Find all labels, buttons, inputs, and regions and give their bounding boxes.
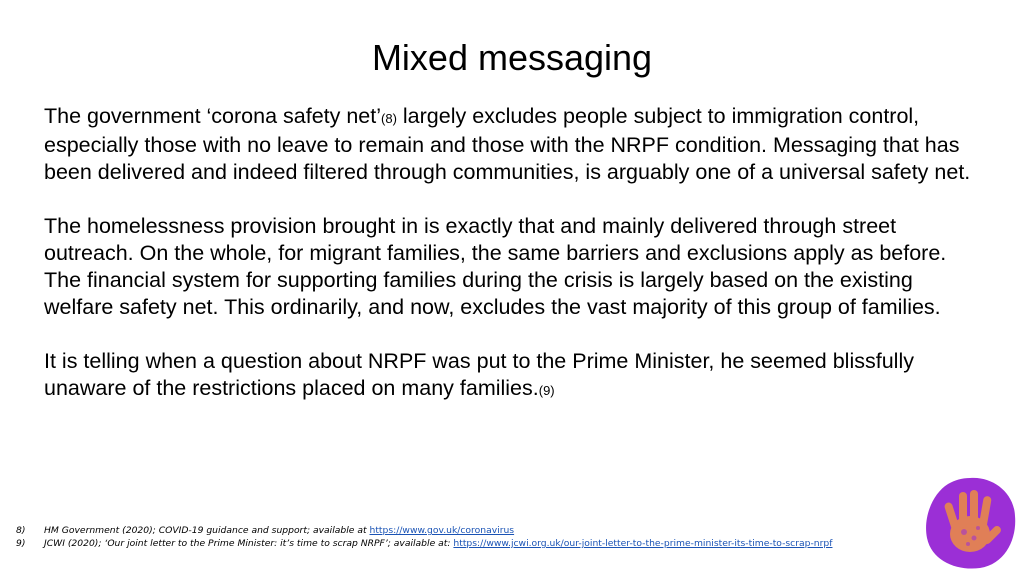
footnote-9 (16, 537, 931, 550)
footnote-link-gov-uk[interactable]: https://www.gov.uk/coronavirus (369, 525, 515, 536)
slide-body (44, 103, 984, 431)
paragraph-3 (44, 348, 984, 404)
slide-title: Mixed messaging (371, 37, 653, 78)
paragraph-3-text: It is telling when a question about NRPF was put to the Prime Minister, he seemed blissfully unaware of the restrictions placed on many families. (44, 349, 914, 400)
hand-print-logo (922, 472, 1018, 572)
footnotes (16, 524, 931, 550)
paragraph-1-text-b: largely excludes people subject to immigration control, especially those with no leave to remain and those with the NRPF condition. Messaging that has been delivered and indeed filtered through communities, is arguably one of a universal safety net. (44, 104, 971, 184)
footnote-text: HM Government (2020); COVID-19 guidance and support; available at (44, 525, 370, 536)
footnote-number: 8) (16, 525, 26, 536)
footnote-number: 9) (16, 538, 26, 549)
paragraph-1-text-a: The government ‘corona safety net’ (44, 104, 382, 128)
paragraph-1 (44, 103, 984, 186)
footnote-text: JCWI (2020); ‘Our joint letter to the Prime Minister: it’s time to scrap NRPF’; available at: (44, 538, 454, 549)
reference-9: (9) (538, 383, 555, 398)
footnote-8 (16, 524, 931, 537)
footnote-link-jcwi[interactable]: https://www.jcwi.org.uk/our-joint-letter-to-the-prime-minister-its-time-to-scrap-nrpf (453, 538, 833, 549)
paragraph-2: The homelessness provision brought in is exactly that and mainly delivered through street outreach. On the whole, for migrant families, the same barriers and exclusions apply as before. The financial system for supporting families during the crisis is largely based on the existing welfare safety net. This ordinarily, and now, excludes the vast majority of this group of families. (44, 214, 947, 319)
reference-8: (8) (381, 111, 397, 126)
